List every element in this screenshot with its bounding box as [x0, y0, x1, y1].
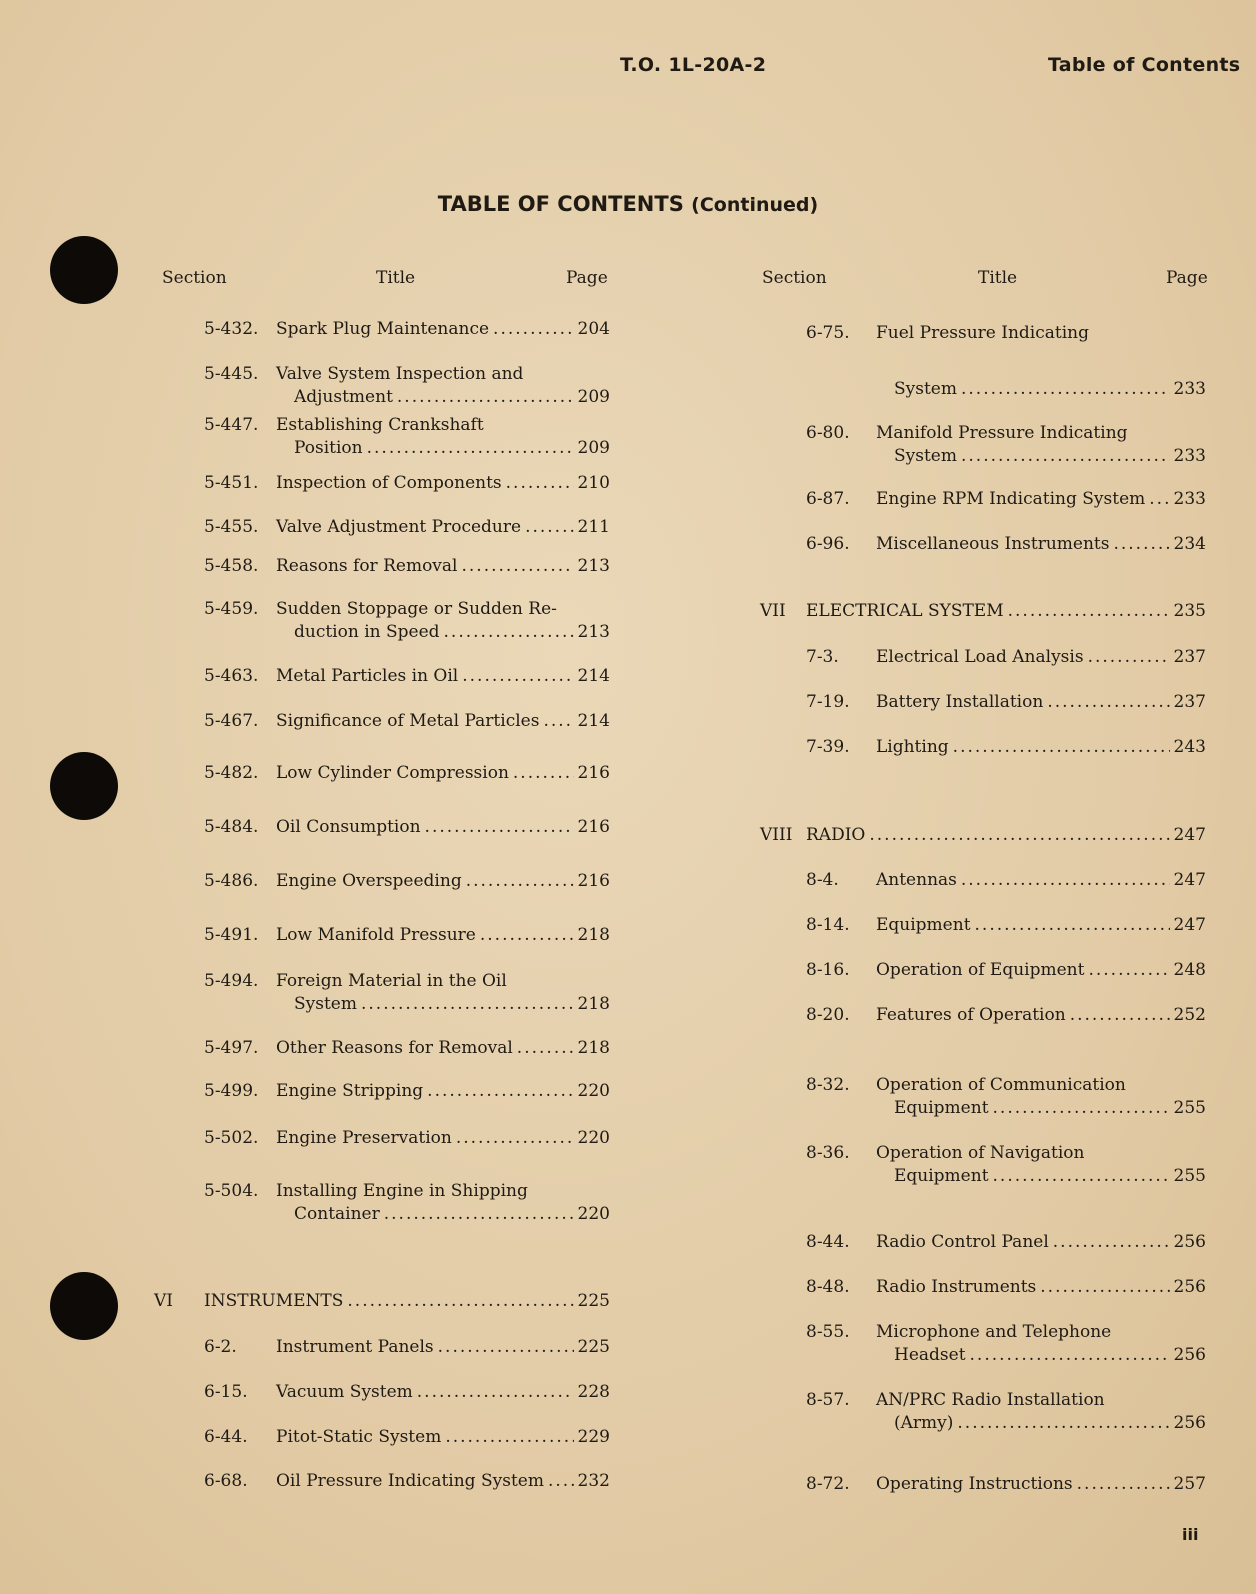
toc-entry-page: 237 [1173, 692, 1206, 712]
toc-entry-title: Sudden Stoppage or Sudden Re- [276, 599, 557, 619]
dot-leader [993, 1165, 1170, 1188]
toc-entry-number: 6-44. [204, 1427, 248, 1447]
toc-entry-number: 5-491. [204, 925, 259, 945]
toc-entry-title: System [894, 446, 957, 466]
toc-entry-page: 204 [577, 319, 610, 339]
toc-entry-page: 235 [1173, 601, 1206, 621]
toc-entry-number: 5-504. [204, 1181, 259, 1201]
page-title [0, 192, 1256, 216]
toc-entry-title: Adjustment [294, 387, 393, 407]
toc-entry-page: 252 [1173, 1005, 1206, 1025]
toc-entry-title: Engine Preservation [276, 1128, 452, 1148]
toc-entry-page: 214 [577, 711, 610, 731]
dot-leader [970, 1344, 1170, 1367]
toc-entry-title: Installing Engine in Shipping [276, 1181, 528, 1201]
right-col-title-header: Title [978, 268, 1018, 288]
toc-entry-number: 6-75. [806, 323, 850, 343]
toc-entry-page: 216 [577, 817, 610, 837]
dot-leader [1088, 959, 1169, 982]
header-section-title: Table of Contents [1048, 54, 1241, 76]
left-col-page-header: Page [566, 268, 608, 288]
toc-entry-number: 8-32. [806, 1075, 850, 1095]
toc-entry-title: ELECTRICAL SYSTEM [806, 601, 1004, 621]
toc-entry-number: 6-80. [806, 423, 850, 443]
toc-entry-page: 248 [1173, 960, 1206, 980]
toc-entry-page: 216 [577, 871, 610, 891]
dot-leader [367, 437, 574, 460]
toc-entry-number: VIII [760, 825, 793, 845]
toc-entry-page: 256 [1173, 1232, 1206, 1252]
toc-entry-title: Valve Adjustment Procedure [276, 517, 522, 537]
toc-entry-page: 220 [577, 1128, 610, 1148]
dot-leader [427, 1080, 573, 1103]
toc-entry-page: 256 [1173, 1345, 1206, 1365]
toc-entry-page: 225 [577, 1337, 610, 1357]
dot-leader [953, 736, 1170, 759]
toc-entry-title: Vacuum System [276, 1382, 413, 1402]
toc-entry-title: Pitot-Static System [276, 1427, 442, 1447]
toc-entry-page: 232 [577, 1471, 610, 1491]
toc-entry-title: Radio Instruments [876, 1277, 1037, 1297]
toc-entry-title: Battery Installation [876, 692, 1044, 712]
toc-entry-title: Instrument Panels [276, 1337, 434, 1357]
toc-entry-number: 5-455. [204, 517, 259, 537]
toc-entry-title: Metal Particles in Oil [276, 666, 459, 686]
dot-leader [525, 516, 573, 539]
toc-entry-title: Container [294, 1204, 380, 1224]
toc-entry-title: Valve System Inspection and [276, 364, 524, 384]
dot-leader [961, 445, 1170, 468]
toc-entry-title: Low Manifold Pressure [276, 925, 476, 945]
toc-entry-page: 216 [577, 763, 610, 783]
toc-entry-number: 8-44. [806, 1232, 850, 1252]
toc-entry-title: AN/PRC Radio Installation [876, 1390, 1105, 1410]
toc-entry-number: 5-447. [204, 415, 259, 435]
toc-entry-title: Spark Plug Maintenance [276, 319, 490, 339]
dot-leader [548, 1470, 574, 1493]
toc-entry-title: Inspection of Components [276, 473, 502, 493]
toc-entry-title: Miscellaneous Instruments [876, 534, 1110, 554]
dot-leader [466, 870, 574, 893]
toc-entry-number: 8-4. [806, 870, 839, 890]
toc-entry-number: 5-497. [204, 1038, 259, 1058]
toc-entry-title: Engine RPM Indicating System [876, 489, 1146, 509]
dot-leader [456, 1127, 574, 1150]
toc-entry-title: Operation of Communication [876, 1075, 1126, 1095]
dot-leader [957, 1412, 1169, 1435]
toc-entry-title: Reasons for Removal [276, 556, 458, 576]
toc-entry-title: Oil Pressure Indicating System [276, 1471, 544, 1491]
toc-entry-title: INSTRUMENTS [204, 1291, 344, 1311]
toc-entry-page: 218 [577, 1038, 610, 1058]
toc-entry-number: 5-484. [204, 817, 259, 837]
dot-leader [438, 1336, 574, 1359]
toc-entry-page: 237 [1173, 647, 1206, 667]
dot-leader [461, 555, 573, 578]
left-col-title-header: Title [376, 268, 416, 288]
toc-entry-title: Antennas [876, 870, 957, 890]
dot-leader [361, 993, 574, 1016]
title-main: TABLE OF CONTENTS [437, 192, 684, 216]
toc-entry-page: 234 [1173, 534, 1206, 554]
toc-entry-title: Low Cylinder Compression [276, 763, 509, 783]
toc-entry-page: 255 [1173, 1098, 1206, 1118]
toc-entry-title: RADIO [806, 825, 866, 845]
dot-leader [517, 1037, 574, 1060]
toc-entry-number: 7-39. [806, 737, 850, 757]
dot-leader [961, 378, 1170, 401]
toc-entry-number: 5-502. [204, 1128, 259, 1148]
toc-entry-page: 210 [577, 473, 610, 493]
toc-entry-number: 7-3. [806, 647, 839, 667]
dot-leader [384, 1203, 574, 1226]
toc-entry-page: 247 [1173, 870, 1206, 890]
toc-entry-title: Equipment [894, 1098, 989, 1118]
toc-entry-page: 225 [577, 1291, 610, 1311]
toc-entry-page: 209 [577, 387, 610, 407]
toc-entry-number: 6-2. [204, 1337, 237, 1357]
toc-entry-number: 5-445. [204, 364, 259, 384]
dot-leader [513, 762, 574, 785]
toc-entry-number: 8-72. [806, 1474, 850, 1494]
toc-entry-page: 256 [1173, 1277, 1206, 1297]
toc-entry-page: 211 [577, 517, 610, 537]
toc-entry-page: 213 [577, 556, 610, 576]
toc-entry-number: 8-14. [806, 915, 850, 935]
toc-entry-title: Features of Operation [876, 1005, 1066, 1025]
toc-entry-title: Equipment [876, 915, 971, 935]
dot-leader [445, 1426, 573, 1449]
toc-entry-title: Fuel Pressure Indicating [876, 323, 1089, 343]
toc-entry-page: 233 [1173, 379, 1206, 399]
title-continued: (Continued) [691, 194, 819, 216]
toc-entry-number: 8-55. [806, 1322, 850, 1342]
toc-entry-title: Equipment [894, 1166, 989, 1186]
left-col-section-header: Section [162, 268, 227, 288]
footer-page-number: iii [1182, 1525, 1199, 1544]
dot-leader [1040, 1276, 1169, 1299]
binder-hole-bottom [50, 1272, 118, 1340]
binder-hole-middle [50, 752, 118, 820]
toc-entry-number: 5-486. [204, 871, 259, 891]
toc-entry-page: 256 [1173, 1413, 1206, 1433]
toc-entry-page: 255 [1173, 1166, 1206, 1186]
toc-entry-number: 5-467. [204, 711, 259, 731]
toc-entry-page: 218 [577, 925, 610, 945]
dot-leader [1070, 1004, 1170, 1027]
toc-entry-title: Operation of Equipment [876, 960, 1085, 980]
toc-entry-number: 5-482. [204, 763, 259, 783]
toc-entry-number: 8-36. [806, 1143, 850, 1163]
toc-entry-title: Engine Stripping [276, 1081, 424, 1101]
dot-leader [397, 386, 574, 409]
doc-number: T.O. 1L-20A-2 [620, 54, 767, 76]
binder-hole-top [50, 236, 118, 304]
dot-leader [462, 665, 573, 688]
right-col-page-header: Page [1166, 268, 1208, 288]
dot-leader [1077, 1473, 1170, 1496]
toc-entry-page: 214 [577, 666, 610, 686]
toc-entry-number: 8-16. [806, 960, 850, 980]
toc-entry-number: 5-432. [204, 319, 259, 339]
dot-leader [425, 816, 574, 839]
toc-entry-number: 6-15. [204, 1382, 248, 1402]
toc-entry-number: 6-87. [806, 489, 850, 509]
toc-entry-page: 247 [1173, 915, 1206, 935]
toc-entry-title: Foreign Material in the Oil [276, 971, 507, 991]
dot-leader [506, 472, 574, 495]
toc-entry-title: Operation of Navigation [876, 1143, 1085, 1163]
dot-leader [444, 621, 574, 644]
toc-entry-title: duction in Speed [294, 622, 440, 642]
dot-leader [869, 824, 1169, 847]
toc-entry-title: Engine Overspeeding [276, 871, 462, 891]
dot-leader [1047, 691, 1169, 714]
toc-entry-number: 5-459. [204, 599, 259, 619]
toc-entry-page: 247 [1173, 825, 1206, 845]
toc-entry-page: 243 [1173, 737, 1206, 757]
toc-entry-title: Radio Control Panel [876, 1232, 1049, 1252]
toc-entry-title: Microphone and Telephone [876, 1322, 1112, 1342]
toc-entry-number: 5-499. [204, 1081, 259, 1101]
toc-entry-title: Oil Consumption [276, 817, 421, 837]
dot-leader [1008, 600, 1170, 623]
toc-entry-title: Lighting [876, 737, 949, 757]
dot-leader [993, 1097, 1170, 1120]
toc-entry-number: 8-48. [806, 1277, 850, 1297]
dot-leader [961, 869, 1170, 892]
toc-entry-title: Electrical Load Analysis [876, 647, 1084, 667]
toc-entry-title: Manifold Pressure Indicating [876, 423, 1128, 443]
dot-leader [543, 710, 573, 733]
toc-entry-number: 5-451. [204, 473, 259, 493]
dot-leader [1088, 646, 1170, 669]
toc-entry-title: Other Reasons for Removal [276, 1038, 513, 1058]
toc-entry-page: 220 [577, 1081, 610, 1101]
toc-entry-number: 5-458. [204, 556, 259, 576]
toc-entry-page: 228 [577, 1382, 610, 1402]
toc-entry-title: Establishing Crankshaft [276, 415, 484, 435]
dot-leader [1113, 533, 1169, 556]
toc-entry-title: Operating Instructions [876, 1474, 1073, 1494]
toc-entry-page: 220 [577, 1204, 610, 1224]
toc-entry-number: 8-20. [806, 1005, 850, 1025]
dot-leader [975, 914, 1170, 937]
toc-entry-title: System [894, 379, 957, 399]
toc-entry-page: 218 [577, 994, 610, 1014]
toc-entry-title: Significance of Metal Particles [276, 711, 540, 731]
right-col-section-header: Section [762, 268, 827, 288]
toc-entry-page: 209 [577, 438, 610, 458]
toc-entry-number: 8-57. [806, 1390, 850, 1410]
toc-entry-page: 257 [1173, 1474, 1206, 1494]
dot-leader [417, 1381, 574, 1404]
toc-entry-number: VI [154, 1291, 173, 1311]
toc-entry-number: 5-463. [204, 666, 259, 686]
toc-entry-number: 6-68. [204, 1471, 248, 1491]
toc-entry-title: Position [294, 438, 363, 458]
dot-leader [480, 924, 574, 947]
toc-entry-number: 5-494. [204, 971, 259, 991]
dot-leader [493, 318, 574, 341]
toc-entry-title: (Army) [894, 1413, 954, 1433]
toc-entry-page: 229 [577, 1427, 610, 1447]
dot-leader [347, 1290, 573, 1313]
toc-entry-title: Headset [894, 1345, 966, 1365]
toc-entry-page: 233 [1173, 446, 1206, 466]
toc-entry-number: 6-96. [806, 534, 850, 554]
toc-entry-page: 233 [1173, 489, 1206, 509]
toc-entry-title: System [294, 994, 357, 1014]
toc-entry-number: 7-19. [806, 692, 850, 712]
toc-entry-page: 213 [577, 622, 610, 642]
toc-entry-number: VII [760, 601, 786, 621]
dot-leader [1053, 1231, 1170, 1254]
dot-leader [1149, 488, 1169, 511]
